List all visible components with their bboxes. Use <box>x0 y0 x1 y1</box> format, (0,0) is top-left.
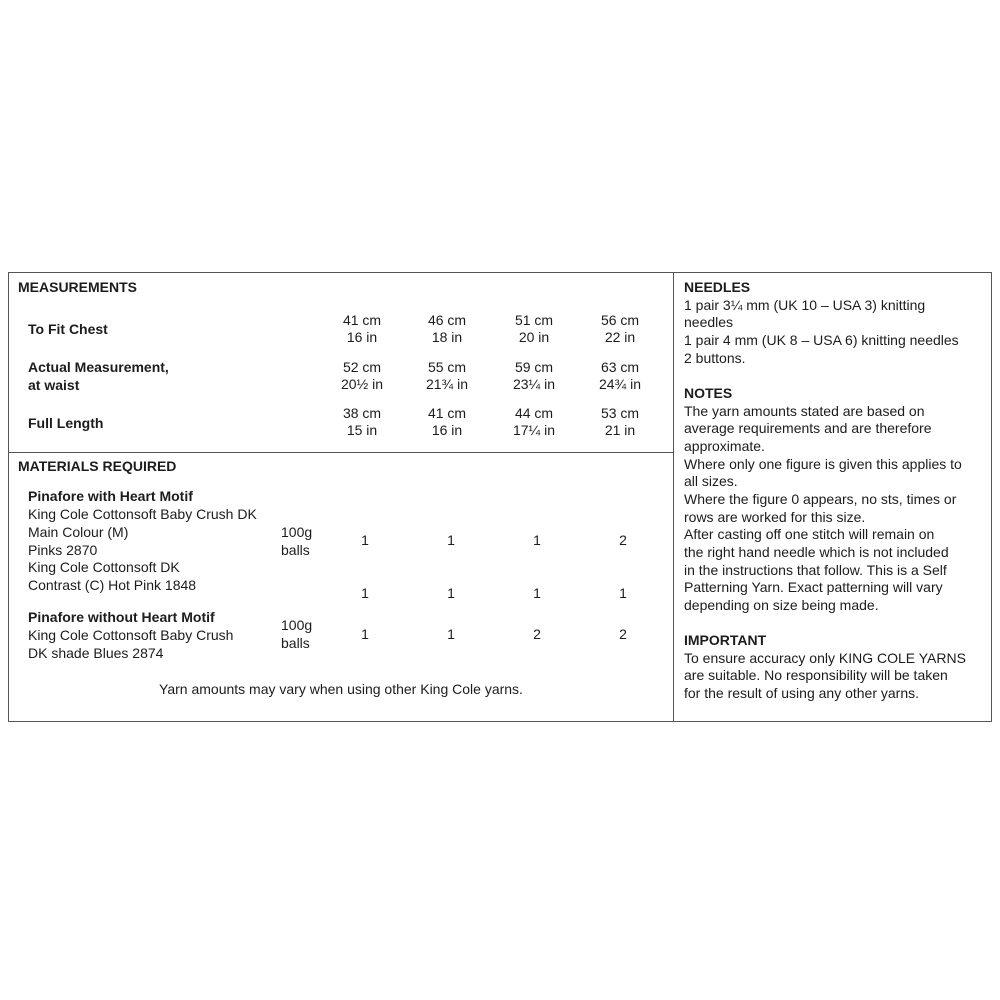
length-cm-2: 41 cm <box>427 405 467 421</box>
actual-in-1: 20½ in <box>340 376 384 392</box>
measurements-heading: MEASUREMENTS <box>18 279 138 295</box>
section-divider <box>8 452 674 453</box>
main-qty-2: 1 <box>447 532 455 548</box>
length-in-4: 21 in <box>604 422 636 438</box>
chest-in-4: 22 in <box>604 329 636 345</box>
with-motif-line-1: King Cole Cottonsoft Baby Crush DK <box>28 506 257 522</box>
length-cm-3: 44 cm <box>514 405 554 421</box>
actual-in-3: 23¼ in <box>512 376 556 392</box>
with-motif-line-4: King Cole Cottonsoft DK <box>28 559 180 575</box>
with-motif-title: Pinafore with Heart Motif <box>28 488 193 504</box>
notes-line-3: approximate. <box>684 438 765 454</box>
notes-heading: NOTES <box>684 385 733 401</box>
notes-line-5: all sizes. <box>684 473 738 489</box>
length-cm-1: 38 cm <box>342 405 382 421</box>
row-label-actual: Actual Measurement, <box>28 359 169 375</box>
with-motif-unit-1: 100g <box>281 524 313 540</box>
materials-heading: MATERIALS REQUIRED <box>18 458 177 474</box>
chest-cm-4: 56 cm <box>600 312 640 328</box>
needles-line-3: 1 pair 4 mm (UK 8 – USA 6) knitting needles <box>684 332 959 348</box>
yarn-footnote: Yarn amounts may vary when using other King Cole yarns. <box>159 681 523 697</box>
actual-cm-4: 63 cm <box>600 359 640 375</box>
without-qty-3: 2 <box>533 626 541 642</box>
important-heading: IMPORTANT <box>684 632 767 648</box>
notes-line-10: in the instructions that follow. This is a Self <box>684 562 947 578</box>
notes-line-12: depending on size being made. <box>684 597 879 613</box>
length-in-3: 17¼ in <box>512 422 556 438</box>
contrast-qty-4: 1 <box>619 585 627 601</box>
needles-heading: NEEDLES <box>684 279 751 295</box>
notes-line-6: Where the figure 0 appears, no sts, times or <box>684 491 957 507</box>
contrast-qty-1: 1 <box>361 585 369 601</box>
main-qty-4: 2 <box>619 532 627 548</box>
length-in-2: 16 in <box>431 422 463 438</box>
important-line-3: for the result of using any other yarns. <box>684 685 920 701</box>
actual-cm-3: 59 cm <box>514 359 554 375</box>
contrast-qty-3: 1 <box>533 585 541 601</box>
actual-cm-1: 52 cm <box>342 359 382 375</box>
with-motif-line-3: Pinks 2870 <box>28 542 98 558</box>
actual-in-2: 21¾ in <box>425 376 469 392</box>
important-line-2: are suitable. No responsibility will be taken <box>684 667 948 683</box>
with-motif-line-5: Contrast (C) Hot Pink 1848 <box>28 577 197 593</box>
without-motif-line-1: King Cole Cottonsoft Baby Crush <box>28 627 234 643</box>
needles-line-1: 1 pair 3¼ mm (UK 10 – USA 3) knitting <box>684 297 926 313</box>
without-motif-unit-2: balls <box>281 635 310 651</box>
main-qty-1: 1 <box>361 532 369 548</box>
chest-in-1: 16 in <box>346 329 378 345</box>
notes-line-1: The yarn amounts stated are based on <box>684 403 925 419</box>
length-cm-4: 53 cm <box>600 405 640 421</box>
chest-cm-3: 51 cm <box>514 312 554 328</box>
actual-cm-2: 55 cm <box>427 359 467 375</box>
main-qty-3: 1 <box>533 532 541 548</box>
length-in-1: 15 in <box>346 422 378 438</box>
without-motif-unit-1: 100g <box>281 617 313 633</box>
notes-line-9: the right hand needle which is not included <box>684 544 949 560</box>
notes-line-2: average requirements and are therefore <box>684 420 932 436</box>
without-motif-title: Pinafore without Heart Motif <box>28 609 215 625</box>
notes-line-11: Patterning Yarn. Exact patterning will vary <box>684 579 943 595</box>
column-divider <box>673 272 674 722</box>
without-qty-2: 1 <box>447 626 455 642</box>
with-motif-unit-2: balls <box>281 542 310 558</box>
row-label-length: Full Length <box>28 415 104 431</box>
with-motif-line-2: Main Colour (M) <box>28 524 129 540</box>
notes-line-7: rows are worked for this size. <box>684 509 866 525</box>
important-line-1: To ensure accuracy only KING COLE YARNS <box>684 650 966 666</box>
contrast-qty-2: 1 <box>447 585 455 601</box>
without-qty-1: 1 <box>361 626 369 642</box>
chest-in-2: 18 in <box>431 329 463 345</box>
row-label-chest: To Fit Chest <box>28 321 108 337</box>
row-label-actual-2: at waist <box>28 377 80 393</box>
without-qty-4: 2 <box>619 626 627 642</box>
without-motif-line-2: DK shade Blues 2874 <box>28 645 164 661</box>
chest-in-3: 20 in <box>518 329 550 345</box>
notes-line-8: After casting off one stitch will remain on <box>684 526 935 542</box>
chest-cm-2: 46 cm <box>427 312 467 328</box>
actual-in-4: 24¾ in <box>598 376 642 392</box>
needles-line-2: needles <box>684 314 734 330</box>
needles-line-4: 2 buttons. <box>684 350 746 366</box>
notes-line-4: Where only one figure is given this applies to <box>684 456 962 472</box>
chest-cm-1: 41 cm <box>342 312 382 328</box>
